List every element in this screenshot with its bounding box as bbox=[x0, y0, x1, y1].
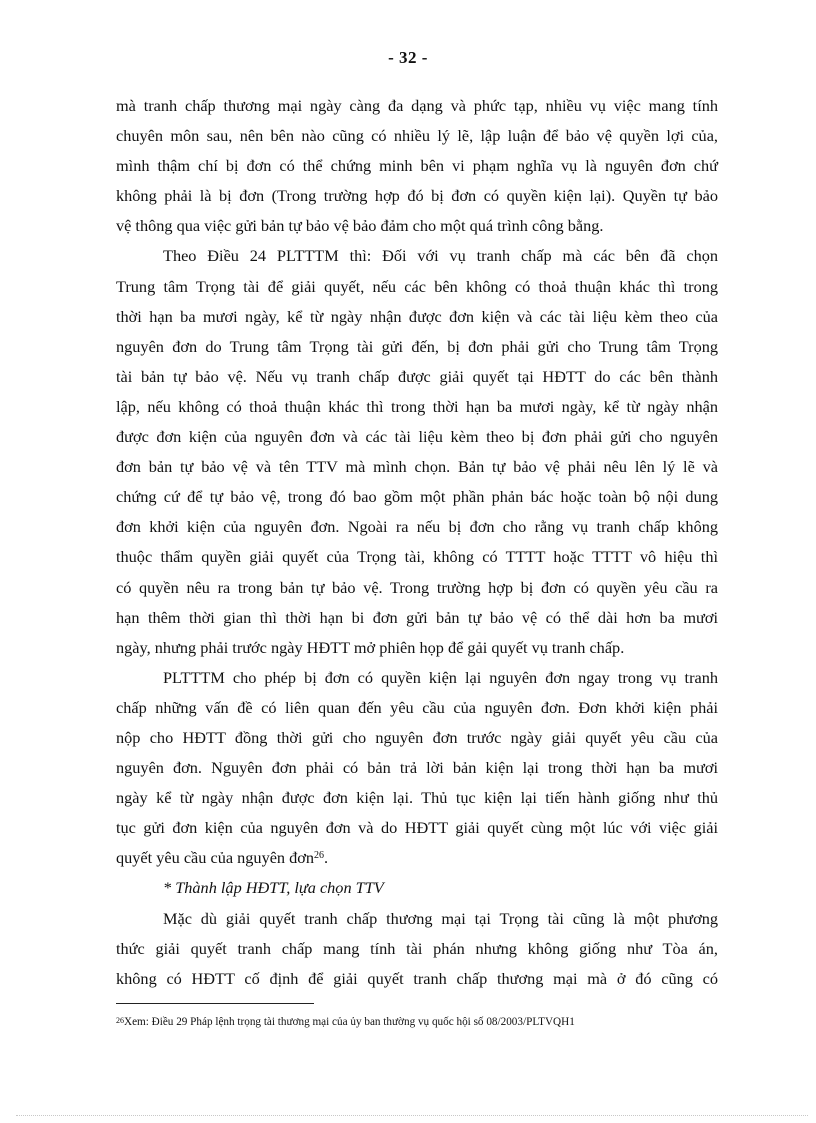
text-line-with-footnote bbox=[116, 843, 718, 873]
text-line: thuộc thẩm quyền giải quyết của Trọng tài, không có TTTT hoặc TTTT vô hiệu thì bbox=[116, 547, 718, 567]
section-heading: * Thành lập HĐTT, lựa chọn TTV bbox=[163, 878, 384, 898]
paragraph-start-line: Theo Điều 24 PLTTTM thì: Đối với vụ tranh chấp mà các bên đã chọn bbox=[163, 246, 718, 266]
text-line: có quyền nêu ra trong bản tự bảo vệ. Trong trường hợp bị đơn có quyền yêu cầu ra bbox=[116, 577, 718, 597]
text-fragment: . bbox=[324, 848, 329, 868]
text-line: không có HĐTT cố định để giải quyết tranh chấp thương mại mà ở đó cũng có bbox=[116, 968, 718, 988]
text-line: nguyên đơn do Trung tâm Trọng tài gửi đến, bị đơn phải gửi cho Trung tâm Trọng bbox=[116, 336, 718, 356]
text-line: đơn bản tự bảo vệ và tên TTV mà mình chọn. Bản tự bảo vệ phải nêu lên lý lẽ và bbox=[116, 457, 718, 477]
text-line: được đơn kiện của nguyên đơn và các tài liệu kèm theo bị đơn phải gửi cho nguyên bbox=[116, 427, 718, 447]
text-line: mình thậm chí bị đơn có thể chứng minh bên vi phạm nghĩa vụ là nguyên đơn chứ bbox=[116, 156, 718, 176]
paragraph-start-line: PLTTTM cho phép bị đơn có quyền kiện lại nguyên đơn ngay trong vụ tranh bbox=[163, 667, 718, 687]
page-bottom-border bbox=[16, 1115, 808, 1116]
text-line: tục gửi đơn kiện của nguyên đơn và do HĐTT giải quyết cùng một lúc với việc giải bbox=[116, 818, 718, 838]
text-line: thức giải quyết tranh chấp mang tính tài phán nhưng không giống như Tòa án, bbox=[116, 938, 718, 958]
text-line: tài bản tự bảo vệ. Nếu vụ tranh chấp được giải quyết tại HĐTT do các bên thành bbox=[116, 366, 718, 386]
text-line: ngày kể từ ngày nhận được đơn kiện lại. Thủ tục kiện lại tiến hành giống như thủ bbox=[116, 788, 718, 808]
text-line: không phải là bị đơn (Trong trường hợp đó bị đơn có quyền kiện lại). Quyền tự bảo bbox=[116, 186, 718, 206]
text-line: mà tranh chấp thương mại ngày càng đa dạng và phức tạp, nhiều vụ việc mang tính bbox=[116, 96, 718, 115]
text-fragment: quyết yêu cầu của nguyên đơn bbox=[116, 848, 315, 868]
text-line: chứng cứ để tự bảo vệ, trong đó bao gồm một phần phản bác hoặc toàn bộ nội dung bbox=[116, 487, 718, 507]
body-text bbox=[116, 91, 718, 994]
footnote-number: 26 bbox=[116, 1016, 124, 1025]
text-line: nộp cho HĐTT đồng thời gửi cho nguyên đơn trước ngày giải quyết yêu cầu của bbox=[116, 727, 718, 747]
text-line: lập, nếu không có thoả thuận khác thì trong thời hạn ba mươi ngày, kể từ ngày nhận bbox=[116, 396, 718, 416]
text-line: Trung tâm Trọng tài để giải quyết, nếu các bên không có thoả thuận khác thì trong bbox=[116, 276, 718, 296]
footnote bbox=[116, 1013, 575, 1030]
text-line: ngày, nhưng phải trước ngày HĐTT mở phiên họp để gải quyết vụ tranh chấp. bbox=[116, 637, 625, 657]
text-line: chấp những vấn đề có liên quan đến yêu cầu của nguyên đơn. Đơn khởi kiện phải bbox=[116, 697, 718, 717]
footnote-text: Xem: Điều 29 Pháp lệnh trọng tài thương mại của ủy ban thường vụ quốc hội số 08/2003/PLTVQH1 bbox=[124, 1016, 575, 1028]
text-line: chuyên môn sau, nên bên nào cũng có nhiều lý lẽ, lập luận để bảo vệ quyền lợi của, bbox=[116, 126, 718, 146]
text-line: thời hạn ba mươi ngày, kể từ ngày nhận được đơn kiện và các tài liệu kèm theo của bbox=[116, 306, 718, 326]
text-line: hạn thêm thời gian thì thời hạn bi đơn gửi bản tự bảo vệ có thể dài hơn ba mươi bbox=[116, 607, 718, 627]
text-line: nguyên đơn. Nguyên đơn phải có bản trả lời bản kiện lại trong thời hạn ba mươi bbox=[116, 758, 718, 778]
footnote-separator bbox=[116, 1003, 314, 1004]
text-line: vệ thông qua việc gửi bản tự bảo vệ bảo đảm cho một quá trình công bằng. bbox=[116, 216, 604, 236]
text-line: đơn khởi kiện của nguyên đơn. Ngoài ra nếu bị đơn cho rằng vụ tranh chấp không bbox=[116, 517, 718, 537]
footnote-reference[interactable]: 26 bbox=[314, 850, 325, 862]
page-number: - 32 - bbox=[388, 48, 428, 67]
paragraph-start-line: Mặc dù giải quyết tranh chấp thương mại tại Trọng tài cũng là một phương bbox=[163, 908, 718, 928]
